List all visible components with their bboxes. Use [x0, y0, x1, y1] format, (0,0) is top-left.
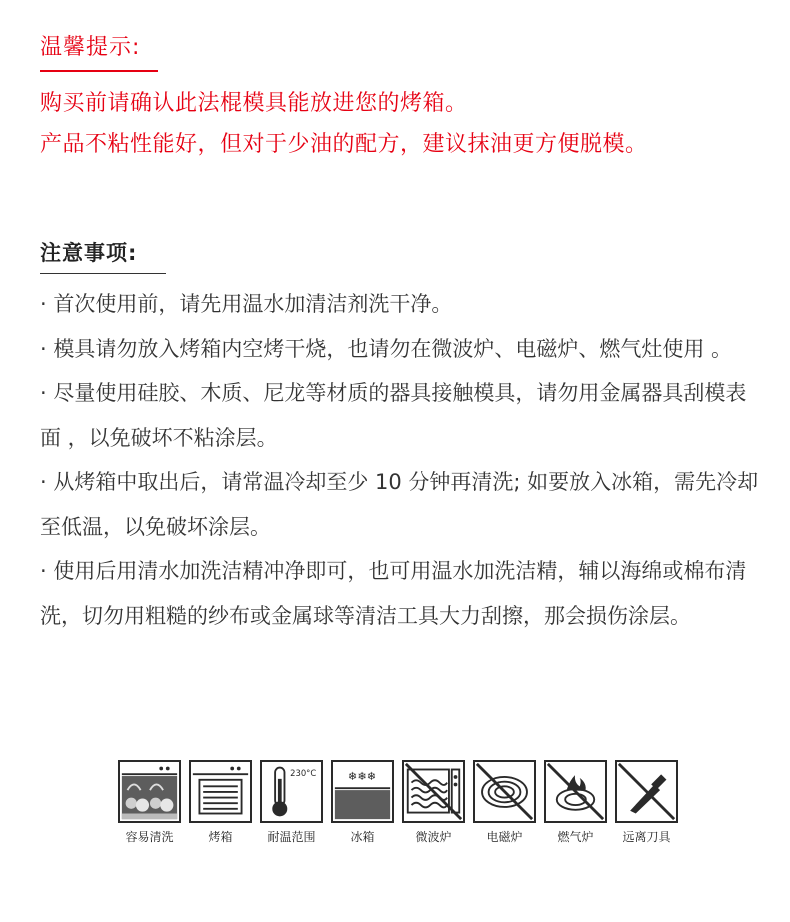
note-item: · 尽量使用硅胶、木质、尼龙等材质的器具接触模具，请勿用金属器具刮模表面 ，以免破坏不粘涂层。	[40, 381, 747, 450]
icon-item-induction	[472, 760, 537, 845]
notes-list	[40, 282, 760, 638]
icon-label: 耐温范围	[267, 830, 316, 844]
icon-item-fridge	[330, 760, 395, 845]
icon-item-gas-stove	[543, 760, 608, 845]
notes-underline	[40, 273, 166, 274]
usage-icons-row	[117, 760, 679, 845]
microwave-icon	[402, 760, 465, 823]
tip-line-1: 购买前请确认此法棍模具能放进您的烤箱。	[40, 91, 468, 116]
icon-item-temperature	[259, 760, 324, 845]
icon-label: 燃气炉	[557, 830, 594, 844]
note-item: · 首次使用前，请先用温水加清洁剂洗干净。	[40, 292, 453, 316]
oven-icon	[189, 760, 252, 823]
icon-label: 冰箱	[350, 830, 375, 844]
temperature-text: 230°C	[290, 768, 317, 779]
notes-title: 注意事项:	[40, 241, 138, 265]
tip-title: 温馨提示:	[40, 35, 141, 60]
note-item: · 使用后用清水加洗洁精冲净即可，也可用温水加洗洁精，辅以海绵或棉布清洗，切勿用粗糙的纱布或金属球等清洁工具大力刮擦，那会损伤涂层。	[40, 559, 747, 628]
note-item: · 模具请勿放入烤箱内空烤干烧，也请勿在微波炉、电磁炉、燃气灶使用 。	[40, 336, 733, 361]
icon-label: 容易清洗	[125, 830, 174, 844]
knife-icon	[615, 760, 678, 823]
tip-line-2: 产品不粘性能好，但对于少油的配方，建议抹油更方便脱模。	[40, 132, 648, 157]
icon-item-microwave	[401, 760, 466, 845]
dishwasher-icon	[118, 760, 181, 823]
induction-icon	[473, 760, 536, 823]
gas-stove-icon	[544, 760, 607, 823]
icon-label: 电磁炉	[486, 830, 523, 844]
snowflake-icon: ❄❄❄	[347, 769, 377, 783]
icon-item-easy-clean	[117, 760, 182, 845]
thermometer-icon	[260, 760, 323, 823]
note-item: · 从烤箱中取出后，请常温冷却至少 10 分钟再清洗; 如要放入冰箱，需先冷却至低温，以免破坏涂层。	[40, 470, 759, 539]
icon-item-oven	[188, 760, 253, 845]
icon-item-knife	[614, 760, 679, 845]
fridge-icon	[331, 760, 394, 823]
icon-label: 微波炉	[415, 830, 452, 844]
tip-underline	[40, 70, 158, 72]
icon-label: 远离刀具	[622, 830, 671, 844]
icon-label: 烤箱	[208, 830, 233, 844]
